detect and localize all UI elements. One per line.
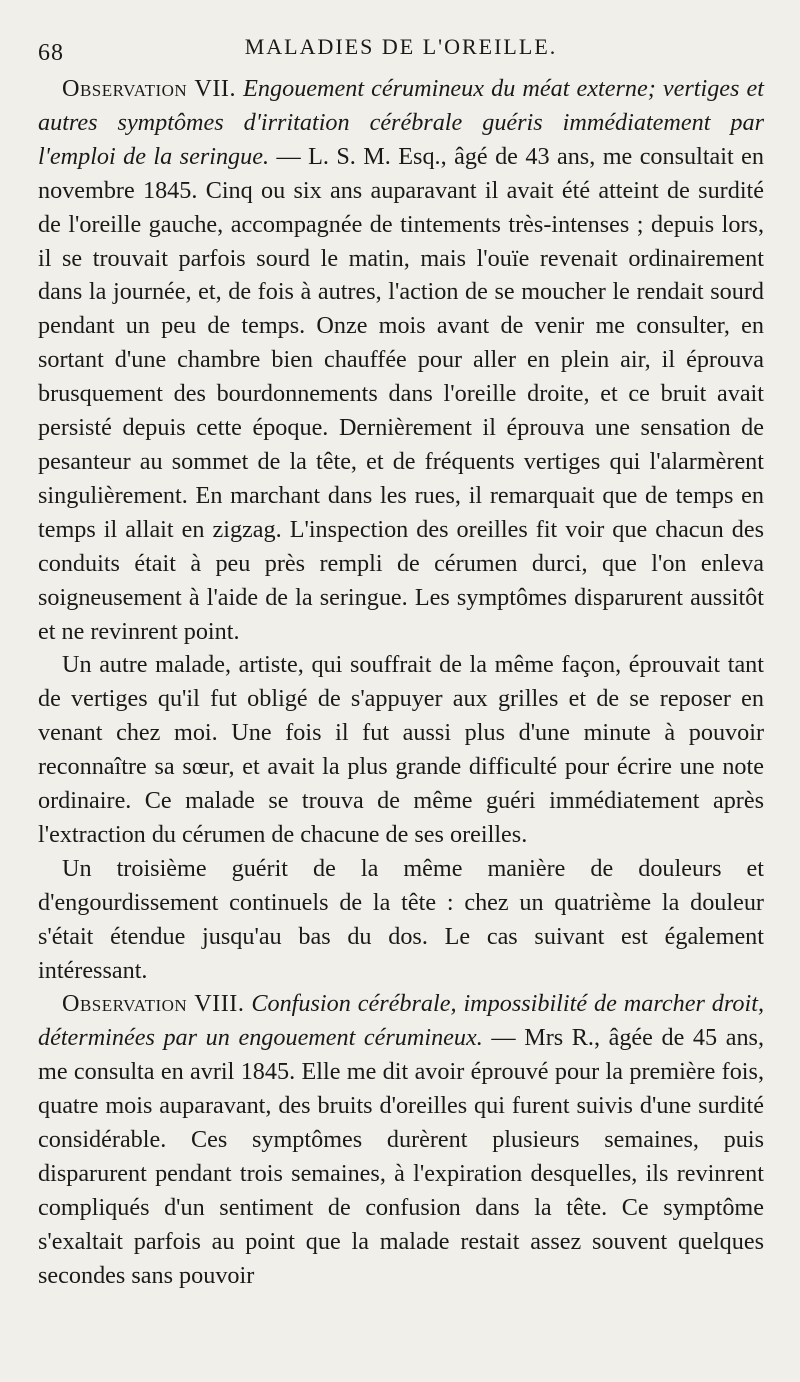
observation-8-label: Observation VIII. (62, 990, 245, 1018)
observation-8-text: — Mrs R., âgée de 45 ans, me consulta en avril 1845. Elle me dit avoir éprouvé pour la première fois, quatre mois auparavant, des bruits d'oreilles qui furent suivis d'une surdité considérable. Ces symptômes durèrent plusieurs semaines, puis disparurent pendant trois semaines, à l'expiration desquelles, ils revinrent compliqués d'un sentiment de confusion dans la tête. Ce symptôme s'exaltait parfois au point que la malade restait assez souvent quelques secondes sans pouvoir (38, 1024, 765, 1289)
paragraph-third-patient: Un troisième guérit de la même manière de douleurs et d'engourdissement continuels de la tête : chez un quatrième la douleur s'était étendue jusqu'au bas du dos. Le cas suivant est également intéressant. (38, 854, 764, 984)
observation-8-paragraph (38, 987, 764, 1292)
page-header (38, 30, 764, 64)
running-head: MALADIES DE L'OREILLE. (244, 34, 558, 59)
body-text (38, 72, 764, 1293)
observation-7-label: Observation VII. (62, 75, 237, 102)
observation-7-paragraph (38, 72, 764, 648)
observation-7-text: — L. S. M. Esq., âgé de 43 ans, me consultait en novembre 1845. Cinq ou six ans auparavant il avait été atteint de surdité de l'oreille gauche, accompagnée de tintements très-intenses ; depuis lors, il se trouvait parfois sourd le matin, mais l'ouïe revenait ordinairement dans la journée, et, de fois à autres, l'action de se moucher le rendait sourd pendant un peu de temps. Onze mois avant de venir me consulter, en sortant d'une chambre bien chauffée pour aller en plein air, il éprouva brusquement des bourdonnements dans l'oreille droite, et ce bruit avait persisté depuis cette époque. Dernièrement il éprouva une sensation de pesanteur au sommet de la tête, et de fréquents vertiges qui l'alarmèrent singulièrement. En marchant dans les rues, il remarquait que de temps en temps il allait en zigzag. L'inspection des oreilles fit voir que chacun des conduits était à peu près rempli de cérumen durci, que l'on enleva soigneusement à l'aide de la seringue. Les symptômes disparurent aussitôt et ne revinrent point. (38, 142, 765, 645)
observation-7-title: Engouement cérumineux du méat externe; vertiges et autres symptômes d'irritation cérébrale guéris immédiatement par l'emploi de la seringue. (38, 75, 765, 170)
observation-8-title: Confusion cérébrale, impossibilité de marcher droit, déterminées par un engouement cérumineux. (38, 990, 764, 1052)
paragraph-second-patient: Un autre malade, artiste, qui souffrait de la même façon, éprouvait tant de vertiges qu'il fut obligé de s'appuyer aux grilles et de se reposer en venant chez moi. Une fois il fut aussi plus d'une minute à pouvoir reconnaître sa sœur, et avait la plus grande difficulté pour écrire une note ordinaire. Ce malade se trouva de même guéri immédiatement après l'extraction du cérumen de chacune de ses oreilles. (38, 651, 764, 848)
page-number: 68 (38, 40, 64, 66)
